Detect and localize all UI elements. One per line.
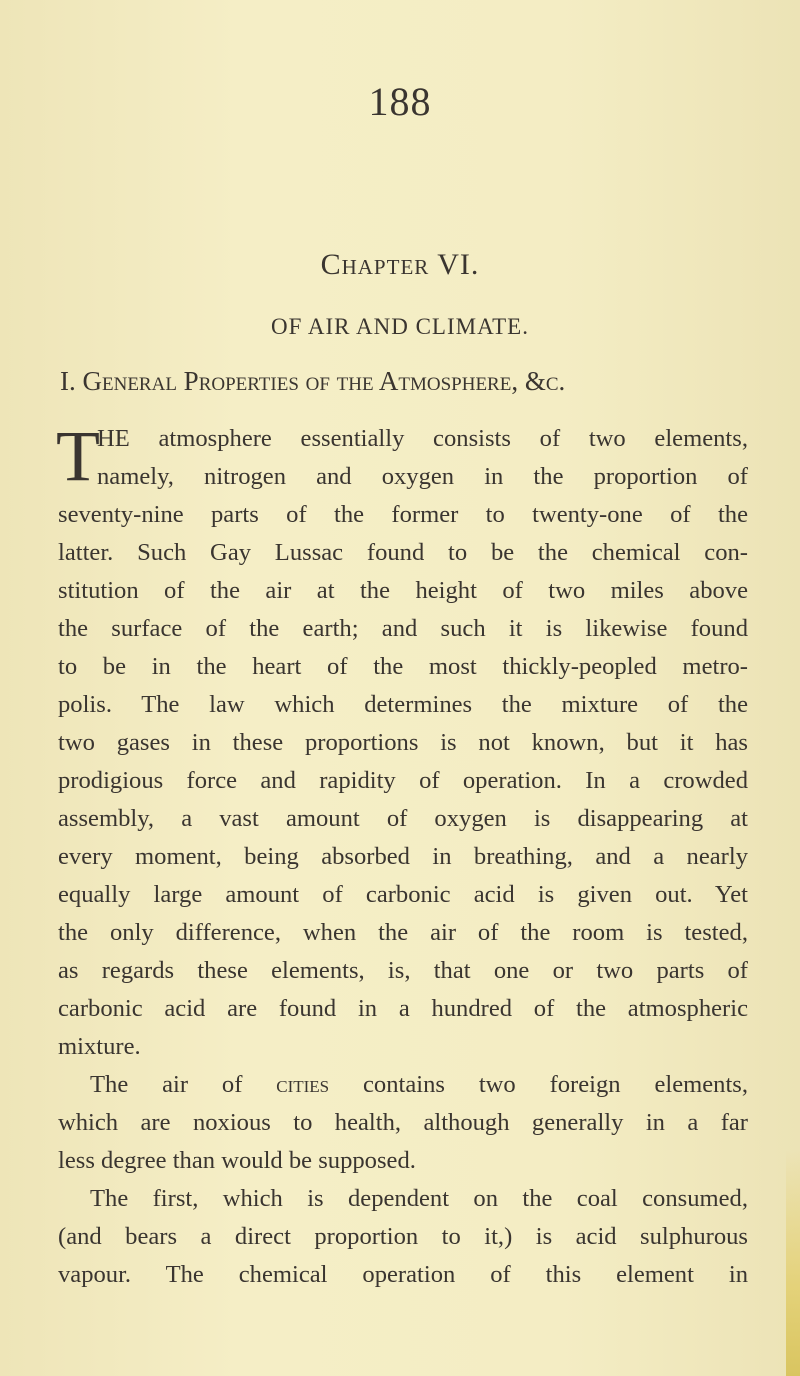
text-fragment: contains two foreign elements, — [329, 1071, 749, 1098]
text-line: The first, which is dependent on the coal consumed, — [90, 1185, 748, 1212]
text-line: equally large amount of carbonic acid is given out. Yet — [58, 881, 748, 908]
page-number: 188 — [368, 79, 432, 124]
text-line: HE atmosphere essentially consists of two elements, — [97, 425, 748, 452]
text-fragment: The air of — [90, 1071, 277, 1098]
text-line: to be in the heart of the most thickly-peopled metro- — [58, 653, 748, 680]
text-line: (and bears a direct proportion to it,) is acid sulphurous — [58, 1223, 748, 1250]
text-line: less degree than would be supposed. — [58, 1147, 416, 1174]
text-line: two gases in these proportions is not known, but it has — [58, 729, 748, 756]
text-line: assembly, a vast amount of oxygen is disappearing at — [58, 805, 748, 832]
text-line: stitution of the air at the height of two miles above — [58, 577, 748, 604]
text-line: every moment, being absorbed in breathing, and a nearly — [58, 843, 748, 870]
text-line: the only difference, when the air of the room is tested, — [58, 919, 748, 946]
text-line: carbonic acid are found in a hundred of the atmospheric — [58, 995, 748, 1022]
text-line: which are noxious to health, although generally in a far — [58, 1109, 748, 1136]
section-heading: I. General Properties of the Atmosphere, &c. — [60, 366, 566, 396]
text-line: polis. The law which determines the mixture of the — [58, 691, 748, 718]
drop-cap: T — [56, 416, 100, 496]
paragraph-2-line-1 — [58, 1066, 748, 1104]
small-caps-word: cities — [276, 1071, 330, 1098]
text-line: latter. Such Gay Lussac found to be the chemical con- — [58, 539, 748, 566]
text-line: vapour. The chemical operation of this element in — [58, 1261, 748, 1288]
chapter-heading: Chapter VI. — [320, 248, 480, 281]
text-line: mixture. — [58, 1033, 141, 1060]
text-line: as regards these elements, is, that one or two parts of — [58, 957, 748, 984]
chapter-title: OF AIR AND CLIMATE. — [271, 314, 529, 339]
text-line: seventy-nine parts of the former to twenty-one of the — [58, 501, 748, 528]
text-line: namely, nitrogen and oxygen in the proportion of — [97, 463, 748, 490]
page-edge-shadow — [786, 1150, 800, 1376]
text-line: the surface of the earth; and such it is likewise found — [58, 615, 748, 642]
body-text — [56, 416, 749, 1294]
text-line: prodigious force and rapidity of operation. In a crowded — [58, 767, 748, 794]
